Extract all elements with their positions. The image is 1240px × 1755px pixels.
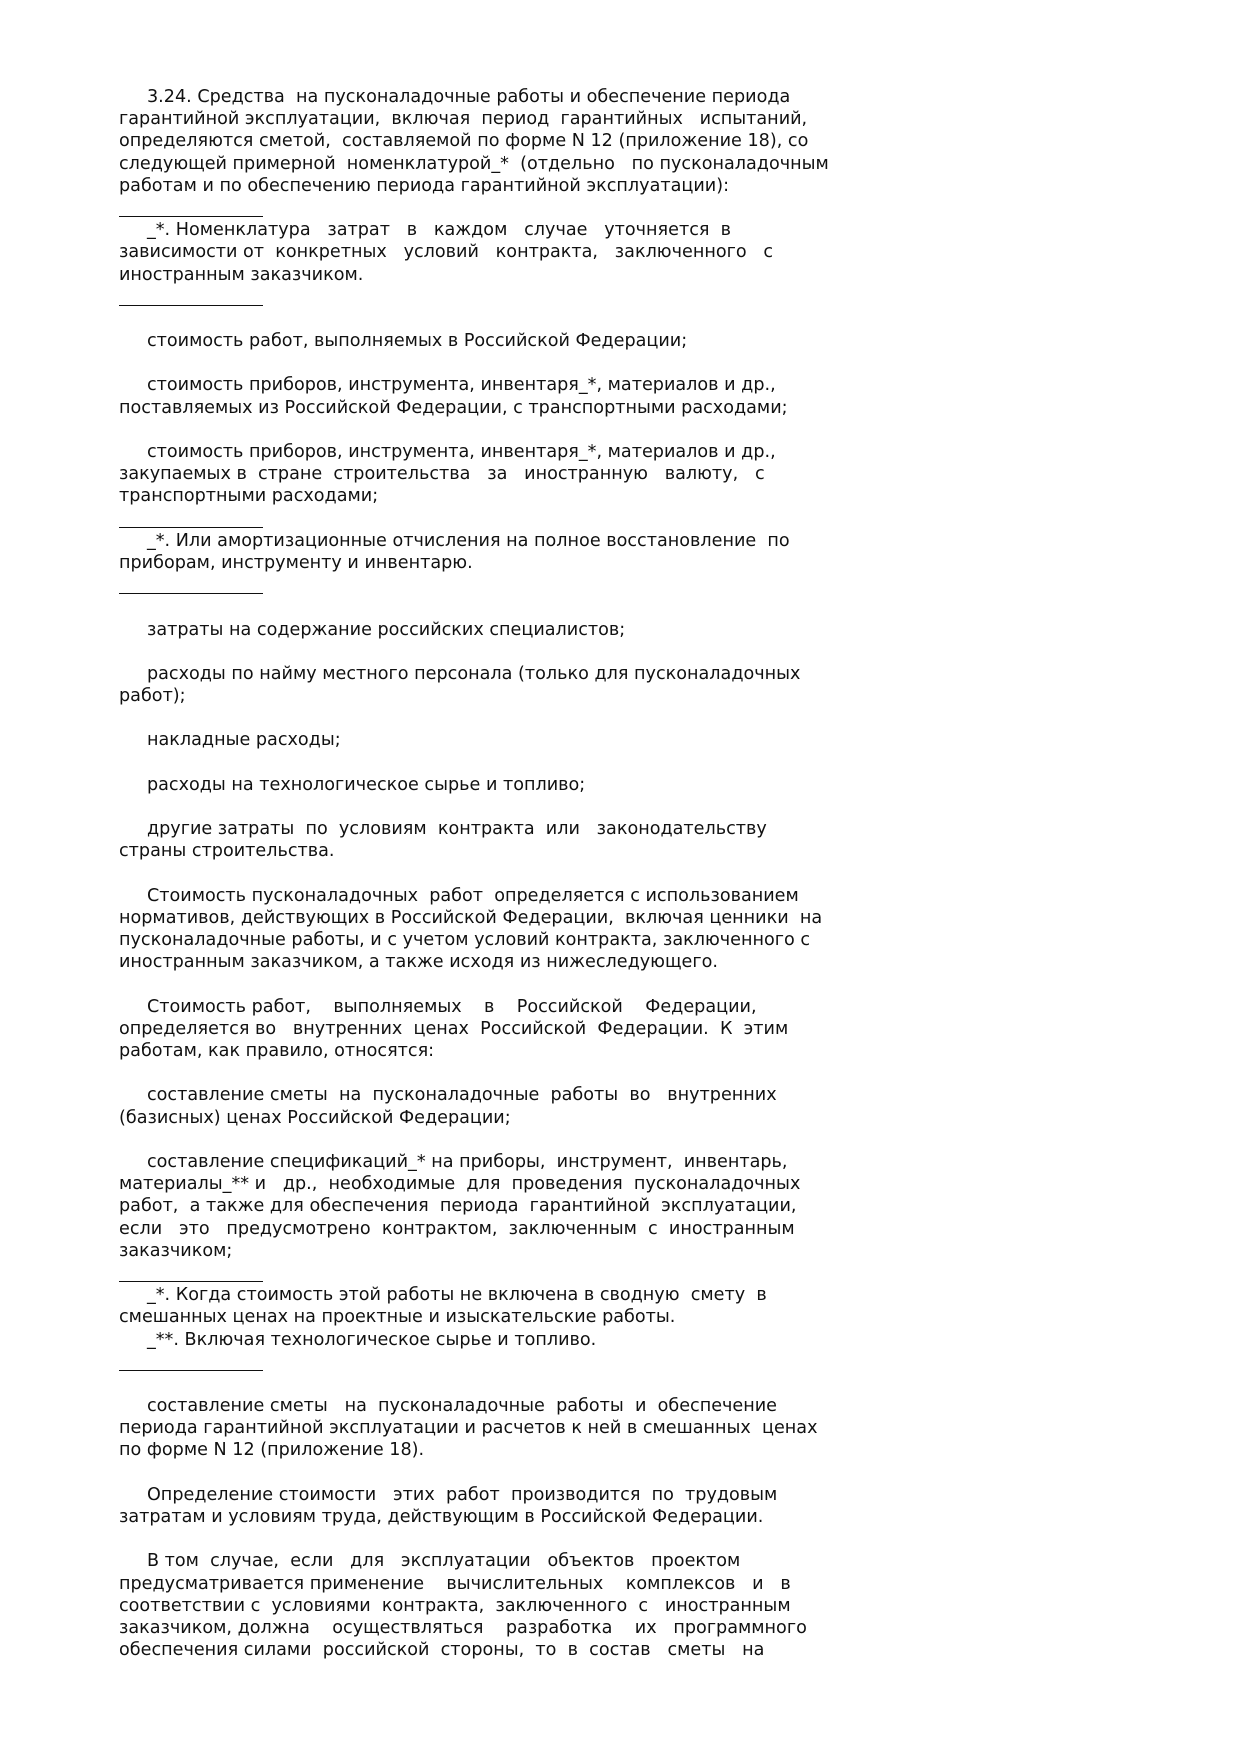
blank-line (119, 796, 1119, 818)
text-line: иностранным заказчиком, а также исходя из нижеследующего. (119, 952, 718, 973)
text-line: Определение стоимости этих работ производится по трудовым (119, 1484, 778, 1505)
blank-line (119, 1129, 1119, 1151)
text-line: обеспечения силами российской стороны, то в состав сметы на (119, 1640, 765, 1661)
text-line: определяется во внутренних ценах Российской Федерации. К этим (119, 1018, 789, 1039)
text-line: стоимость работ, выполняемых в Российской Федерации; (119, 331, 688, 352)
text-line: стоимость приборов, инструмента, инвентаря_*, материалов и др., (119, 442, 776, 462)
blank-line (119, 707, 1119, 729)
footnote-separator (119, 197, 263, 219)
text-line: гарантийной эксплуатации, включая период гарантийных испытаний, (119, 109, 808, 130)
blank-line (119, 1062, 1119, 1084)
text-line: соответствии с условиями контракта, заключенного с иностранным (119, 1595, 791, 1616)
text-line: Стоимость работ, выполняемых в Российской Федерации, (119, 996, 757, 1017)
footnote-line: иностранным заказчиком. (119, 264, 364, 285)
footnote-line: приборам, инструменту и инвентарю. (119, 552, 473, 573)
text-line: если это предусмотрено контрактом, заключенным с иностранным (119, 1218, 795, 1239)
blank-line (119, 596, 1119, 618)
text-line: работ); (119, 686, 186, 707)
text-line: пусконаладочные работы, и с учетом условий контракта, заключенного с (119, 930, 811, 951)
text-line: нормативов, действующих в Российской Федерации, включая ценники на (119, 907, 823, 928)
text-line: заказчиком; (119, 1240, 233, 1261)
footnote-separator (119, 286, 263, 308)
blank-line (119, 308, 1119, 330)
text-line: стоимость приборов, инструмента, инвентаря_*, материалов и др., (119, 375, 776, 396)
blank-line (119, 1373, 1119, 1395)
footnote-separator (119, 1262, 263, 1284)
blank-line (119, 1462, 1119, 1484)
footnote-separator (119, 508, 263, 530)
text-line: определяются сметой, составляемой по форме N 12 (приложение 18), со (119, 131, 809, 152)
blank-line (119, 974, 1119, 996)
text-line: другие затраты по условиям контракта или законодательству (119, 819, 767, 840)
text-line: 3.24. Средства на пусконаладочные работы и обеспечение периода (119, 87, 791, 107)
blank-line (119, 752, 1119, 774)
text-line: Стоимость пусконаладочных работ определяется с использованием (119, 885, 799, 906)
text-line: составление спецификаций_* на приборы, инструмент, инвентарь, (119, 1152, 788, 1172)
text-line: заказчиком, должна осуществляться разработка их программного (119, 1617, 807, 1638)
footnote-line: _*. Когда стоимость этой работы не включена в сводную смету в (119, 1285, 767, 1306)
text-line: по форме N 12 (приложение 18). (119, 1440, 425, 1461)
text-line: накладные расходы; (119, 730, 341, 751)
text-line: следующей примерной номенклатурой_* (отдельно по пусконаладочным (119, 153, 829, 174)
blank-line (119, 419, 1119, 441)
text-line: составление сметы на пусконаладочные работы и обеспечение (119, 1396, 777, 1417)
text-line: (базисных) ценах Российской Федерации; (119, 1107, 511, 1128)
text-line: составление сметы на пусконаладочные работы во внутренних (119, 1085, 777, 1106)
text-line: работам и по обеспечению периода гарантийной эксплуатации): (119, 175, 730, 196)
footnote-line: смешанных ценах на проектные и изыскательские работы. (119, 1307, 676, 1328)
footnote-line: _*. Или амортизационные отчисления на полное восстановление по (119, 530, 790, 551)
text-line: работам, как правило, относятся: (119, 1041, 435, 1062)
blank-line (119, 1528, 1119, 1550)
footnote-line: зависимости от конкретных условий контракта, заключенного с (119, 242, 774, 263)
text-line: работ, а также для обеспечения периода гарантийной эксплуатации, (119, 1196, 797, 1217)
text-line: поставляемых из Российской Федерации, с транспортными расходами; (119, 397, 788, 418)
text-line: затраты на содержание российских специалистов; (119, 619, 626, 640)
blank-line (119, 863, 1119, 885)
text-line: В том случае, если для эксплуатации объектов проектом (119, 1551, 741, 1572)
text-line: материалы_** и др., необходимые для проведения пусконаладочных (119, 1174, 801, 1195)
text-line: предусматривается применение вычислительных комплексов и в (119, 1573, 791, 1594)
document-page (119, 86, 1119, 1661)
blank-line (119, 352, 1119, 374)
text-line: страны строительства. (119, 841, 335, 862)
text-line: расходы по найму местного персонала (только для пусконаладочных (119, 663, 801, 684)
footnote-separator (119, 574, 263, 596)
text-line: транспортными расходами; (119, 486, 379, 507)
footnote-line: _*. Номенклатура затрат в каждом случае уточняется в (119, 220, 732, 241)
text-line: расходы на технологическое сырье и топливо; (119, 774, 586, 795)
text-line: закупаемых в стране строительства за иностранную валюту, с (119, 464, 765, 485)
text-line: затратам и условиям труда, действующим в Российской Федерации. (119, 1507, 764, 1527)
blank-line (119, 641, 1119, 663)
footnote-line: _**. Включая технологическое сырье и топливо. (119, 1329, 597, 1350)
text-line: периода гарантийной эксплуатации и расчетов к ней в смешанных ценах (119, 1418, 818, 1439)
footnote-separator (119, 1351, 263, 1373)
